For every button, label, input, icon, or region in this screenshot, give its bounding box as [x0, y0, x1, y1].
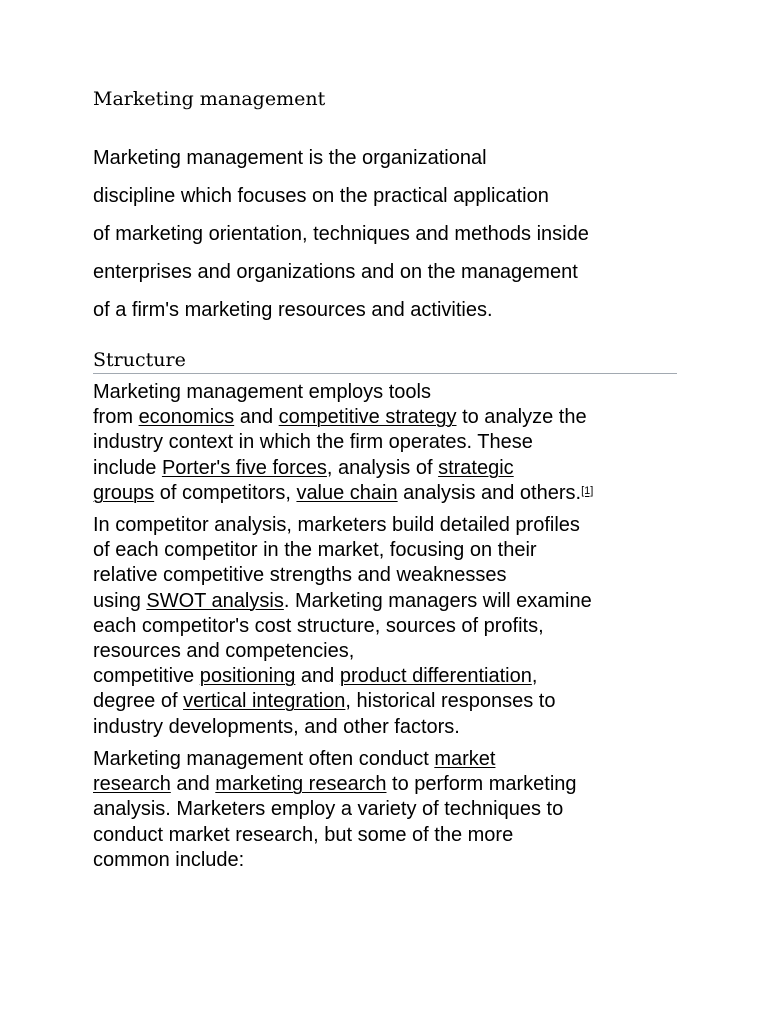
text-line [93, 430, 677, 455]
text-span: Marketing management employs tools [93, 381, 431, 403]
structure-paragraph-3 [93, 747, 677, 873]
text-line [93, 456, 677, 481]
link-porters-five-forces[interactable]: Porter's five forces [161, 456, 327, 479]
text-span: , [531, 665, 538, 688]
text-line [93, 481, 677, 506]
text-span: , analysis of [326, 456, 439, 479]
text-span: analysis. Marketers employ a variety of techniques to [93, 798, 564, 821]
text-line [93, 823, 677, 848]
text-span: In competitor analysis, marketers build detailed profiles [93, 514, 580, 536]
text-span: industry developments, and other factors. [93, 715, 460, 738]
text-span: include [93, 456, 162, 479]
text-span: and [234, 406, 279, 429]
text-line [93, 563, 677, 588]
link-market-research-cont[interactable]: research [93, 773, 171, 796]
text-span: industry context in which the firm operates. These [93, 431, 533, 454]
link-value-chain[interactable]: value chain [296, 481, 398, 504]
text-span: , historical responses to [345, 690, 556, 713]
text-span: to perform marketing [386, 773, 577, 796]
text-line [93, 405, 677, 430]
intro-paragraph [93, 143, 677, 333]
text-line [93, 380, 677, 405]
text-span: degree of [93, 690, 184, 713]
text-span: Marketing management often conduct [93, 748, 435, 770]
link-strategic-groups[interactable]: strategic [438, 456, 514, 479]
text-span: to analyze the [456, 406, 587, 429]
text-line [93, 614, 677, 639]
text-line [93, 689, 677, 714]
link-vertical-integration[interactable]: vertical integration [183, 690, 346, 713]
text-span: of each competitor in the market, focusing on their [93, 539, 537, 562]
text-span: and [295, 665, 340, 688]
text-span: resources and competencies, [93, 639, 355, 662]
link-marketing-research[interactable]: marketing research [215, 773, 387, 796]
text-span: competitive [93, 665, 200, 688]
intro-line: discipline which focuses on the practical application [93, 185, 549, 207]
intro-line: enterprises and organizations and on the management [93, 261, 578, 283]
intro-line: of marketing orientation, techniques and methods inside [93, 223, 589, 245]
link-product-differentiation[interactable]: product differentiation [339, 665, 532, 688]
structure-paragraph-2 [93, 513, 677, 740]
link-strategic-groups-cont[interactable]: groups [93, 481, 155, 504]
text-line [93, 589, 677, 614]
text-line [93, 639, 677, 664]
link-swot-analysis[interactable]: SWOT analysis [146, 589, 284, 612]
text-span: common include: [93, 848, 245, 871]
text-line [93, 513, 677, 538]
text-span: using [93, 589, 147, 612]
text-line [93, 848, 677, 873]
text-span: each competitor's cost structure, sources of profits, [93, 614, 544, 637]
text-line [93, 772, 677, 797]
text-span: . Marketing managers will examine [283, 589, 592, 612]
text-line [93, 747, 677, 772]
text-span: relative competitive strengths and weaknesses [93, 564, 507, 587]
link-positioning[interactable]: positioning [199, 665, 296, 688]
structure-paragraph-1 [93, 380, 677, 506]
link-competitive-strategy[interactable]: competitive strategy [278, 406, 457, 429]
intro-line: of a firm's marketing resources and activities. [93, 299, 493, 321]
link-economics[interactable]: economics [138, 406, 235, 429]
text-span: from [93, 406, 139, 429]
page-title: Marketing management [93, 88, 326, 110]
reference-link-1[interactable]: [1] [581, 484, 594, 497]
text-line [93, 715, 677, 740]
intro-line: Marketing management is the organizational [93, 147, 487, 169]
text-line [93, 797, 677, 822]
text-span: of competitors, [154, 481, 297, 504]
text-span: and [170, 773, 216, 796]
text-line [93, 664, 677, 689]
link-market-research[interactable]: market [434, 748, 496, 770]
section-heading-structure: Structure [93, 347, 677, 374]
text-line [93, 538, 677, 563]
text-span: conduct market research, but some of the more [93, 823, 514, 846]
text-span: analysis and others. [397, 481, 582, 504]
